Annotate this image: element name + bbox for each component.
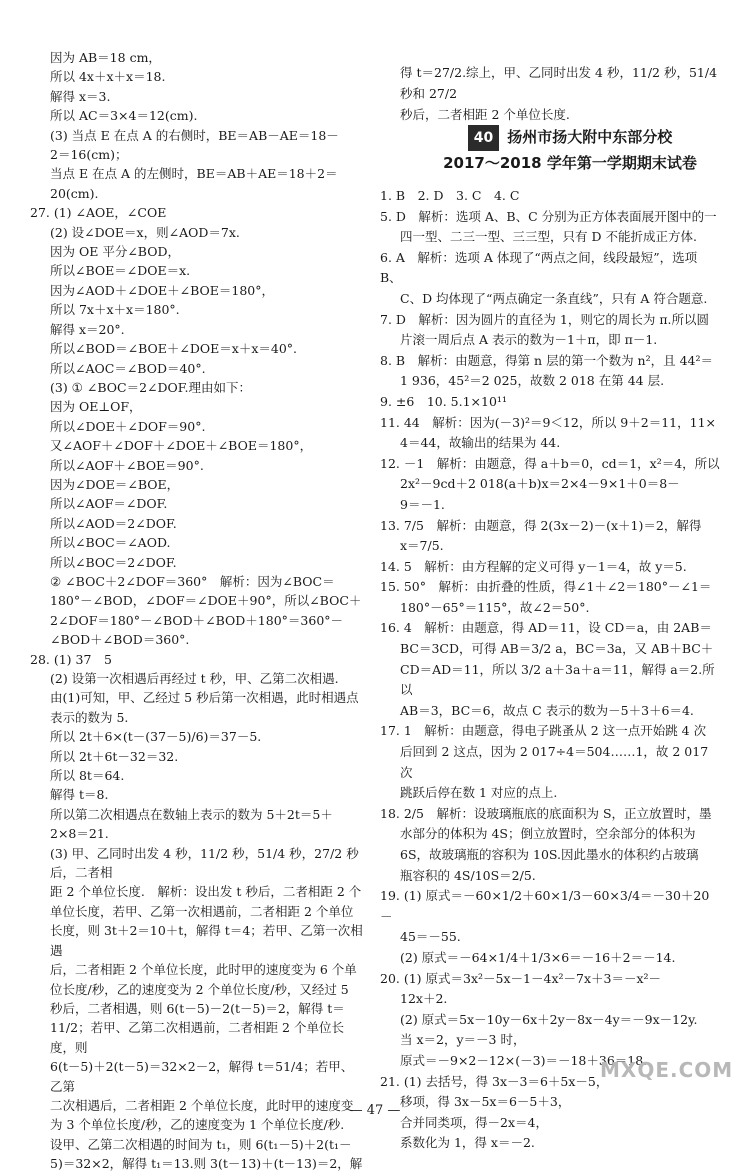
right-line: 7. D 解析：因为圆片的直径为 1，则它的周长为 π.所以圆	[380, 311, 710, 327]
left-line: ∠BOD＋∠BOD＝360°.	[50, 632, 190, 648]
left-line: 28. (1) 37 5	[30, 651, 112, 667]
right-line: (2) 原式＝－64×1/4＋1/3×6＝－16＋2＝－14.	[400, 949, 676, 965]
left-line: 5)＝32×2，解得 t₁＝13.则 3(t－13)＋(t－13)＝2，解	[50, 1156, 363, 1172]
exam-title: 2017～2018 学年第一学期期末试卷	[443, 154, 697, 172]
left-line: (2) 设∠DOE＝x，则∠AOD＝7x.	[50, 224, 240, 240]
right-line: 18. 2/5 解析：设玻璃瓶底的底面积为 S，正立放置时，墨	[380, 805, 712, 821]
right-line: 15. 50° 解析：由折叠的性质，得∠1＋∠2＝180°－∠1＝	[380, 579, 712, 595]
right-line: 当 x＝2，y＝－3 时，	[400, 1032, 526, 1048]
left-line: 所以 2t＋6t－32＝32.	[50, 748, 179, 764]
left-line: 11/2；若甲、乙第二次相遇前，二者相距 2 个单位长度，则	[50, 1020, 344, 1055]
right-line: 5. D 解析：选项 A、B、C 分别为正方体表面展开图中的一	[380, 208, 717, 224]
right-line: 45＝－55.	[400, 929, 461, 945]
left-line: 二次相遇后，二者相距 2 个单位长度，此时甲的速度变	[50, 1097, 354, 1113]
right-line: 系数化为 1，得 x＝－2.	[400, 1135, 535, 1151]
left-line: 因为∠AOD＋∠DOE＋∠BOE＝180°，	[50, 282, 275, 298]
right-line: 20. (1) 原式＝3x²－5x－1－4x²－7x＋3＝－x²－	[380, 970, 662, 986]
left-line: 解得 t＝8.	[50, 787, 109, 803]
left-line: 长度，则 3t＋2＝10＋t，解得 t＝4；若甲、乙第一次相遇	[50, 923, 363, 958]
left-line: 所以∠AOC＝∠BOD＝40°.	[50, 360, 206, 376]
right-line: 1. B 2. D 3. C 4. C	[380, 188, 520, 203]
left-line: 所以 7x＋x＋x＝180°.	[50, 302, 180, 318]
right-line: 瓶容积的 4S/10S＝2/5.	[400, 867, 536, 883]
section-badge: 40	[468, 125, 499, 151]
right-line: 片滚一周后点 A 表示的数为－1＋π，即 π－1.	[400, 332, 658, 348]
right-line: 12. －1 解析：由题意，得 a＋b＝0，cd＝1，x²＝4，所以	[380, 455, 720, 471]
right-line: 8. B 解析：由题意，得第 n 层的第一个数为 n²，且 44²＝	[380, 352, 714, 368]
left-line: 位长度/秒，乙的速度变为 2 个单位长度/秒，又经过 5	[50, 981, 349, 997]
left-line: 2＝16(cm)；	[50, 147, 128, 163]
left-line: 180°－∠BOD，∠DOF＝∠DOE＋90°，所以∠BOC＋	[50, 593, 362, 609]
right-line: 4＝44，故输出的结果为 44.	[400, 435, 561, 451]
right-line: 6. A 解析：选项 A 体现了“两点之间，线段最短”，选项 B、	[380, 249, 702, 286]
left-line: (3) 甲、乙同时出发 4 秒，11/2 秒，51/4 秒，27/2 秒后，二者相	[50, 845, 359, 881]
left-line: 又∠AOF＋∠DOF＋∠DOE＋∠BOE＝180°，	[50, 438, 313, 454]
right-line: C、D 均体现了“两点确定一条直线”，只有 A 符合题意.	[400, 290, 708, 306]
left-line: 所以∠DOE＋∠DOF＝90°.	[50, 418, 206, 434]
right-line: 后回到 2 这点，因为 2 017÷4＝504……1，故 2 017 次	[400, 744, 713, 780]
right-column	[380, 186, 720, 1154]
right-line: 1 936，45²＝2 025，故数 2 018 在第 44 层.	[400, 373, 665, 389]
right-line: 16. 4 解析：由题意，得 AD＝11，设 CD＝a，由 2AB＝	[380, 620, 712, 636]
left-column	[30, 48, 365, 1174]
left-line: 所以∠BOD＝∠BOE＋∠DOE＝x＋x＝40°.	[50, 341, 298, 357]
exam-banner	[420, 125, 720, 175]
left-line: 所以∠BOC＝2∠DOF.	[50, 554, 177, 570]
left-line: 所以 AC＝3×4＝12(cm).	[50, 108, 198, 124]
left-line: 2∠DOF＝180°－∠BOD＋∠BOD＋180°＝360°－	[50, 612, 344, 628]
right-line: 6S，故玻璃瓶的容积为 10S.因此墨水的体积约占玻璃	[400, 847, 699, 862]
right-line: 原式＝－9×2－12×(－3)＝－18＋36＝18.	[400, 1052, 648, 1068]
left-line: 所以第二次相遇点在数轴上表示的数为 5＋2t＝5＋	[50, 806, 333, 822]
left-line: 秒后，二者相遇，则 6(t－5)－2(t－5)＝2，解得 t＝	[50, 1000, 345, 1016]
left-line: 表示的数为 5.	[50, 709, 129, 725]
left-line: 后，二者相距 2 个单位长度，此时甲的速度变为 6 个单	[50, 962, 357, 978]
right-line: AB＝3，BC＝6，故点 C 表示的数为－5＋3＋6＝4.	[400, 702, 694, 718]
left-line: 因为 AB＝18 cm，	[50, 50, 161, 65]
right_top-line: 得 t＝27/2.综上，甲、乙同时出发 4 秒，11/2 秒，51/4 秒和 27/2	[400, 65, 722, 101]
left-line: 所以 2t＋6×(t－(37－5)/6)＝37－5.	[50, 729, 262, 745]
right-line: 水部分的体积为 4S；倒立放置时，空余部分的体积为	[400, 826, 696, 842]
left-line: (3) 当点 E 在点 A 的右侧时，BE＝AB－AE＝18－	[50, 127, 339, 143]
left-line: 因为 OE⊥OF，	[50, 399, 142, 415]
left-line: 所以∠AOD＝2∠DOF.	[50, 515, 177, 531]
right-line: 2x²－9cd＋2 018(a＋b)x＝2×4－9×1＋0＝8－	[400, 476, 680, 492]
right-line: 9. ±6 10. 5.1×10¹¹	[380, 393, 507, 409]
left-line: 所以∠BOC＝∠AOD.	[50, 535, 171, 551]
right-line: 17. 1 解析：由题意，得电子跳蚤从 2 这一点开始跳 4 次	[380, 723, 707, 739]
school-title: 40 扬州市扬大附中东部分校	[420, 125, 720, 151]
left-line: 解得 x＝20°.	[50, 321, 125, 337]
left-line: 所以 4x＋x＋x＝18.	[50, 69, 166, 85]
right-line: 合并同类项，得－2x＝4，	[400, 1114, 548, 1130]
left-line: (2) 设第一次相遇后再经过 t 秒，甲、乙第二次相遇.	[50, 671, 339, 686]
left-line: 解得 x＝3.	[50, 88, 111, 104]
right-line: 跳跃后停在数 1 对应的点上.	[400, 785, 558, 801]
left-line: 为 3 个单位长度/秒，乙的速度变为 1 个单位长度/秒.	[50, 1117, 345, 1133]
page-number: — 47 —	[349, 1103, 401, 1118]
right-line: 21. (1) 去括号，得 3x－3＝6＋5x－5，	[380, 1073, 609, 1089]
left-line: 单位长度，若甲、乙第一次相遇前，二者相距 2 个单位	[50, 903, 354, 919]
left-line: 由(1)可知，甲、乙经过 5 秒后第一次相遇，此时相遇点	[50, 690, 359, 706]
right_top-line: 秒后，二者相距 2 个单位长度.	[400, 107, 570, 122]
left-line: 6(t－5)＋2(t－5)＝32×2－2，解得 t＝51/4；若甲、乙第	[50, 1059, 354, 1094]
right-line: 11. 44 解析：因为(－3)²＝9＜12，所以 9＋2＝11，11×	[380, 414, 716, 430]
left-line: 设甲、乙第二次相遇的时间为 t₁，则 6(t₁－5)＋2(t₁－	[50, 1136, 352, 1152]
left-line: 所以∠AOF＋∠BOE＝90°.	[50, 457, 204, 473]
right-line: 13. 7/5 解析：由题意，得 2(3x－2)－(x＋1)＝2，解得	[380, 517, 702, 533]
left-line: 当点 E 在点 A 的左侧时，BE＝AB＋AE＝18＋2＝	[50, 166, 338, 182]
right-line: 14. 5 解析：由方程解的定义可得 y－1＝4，故 y＝5.	[380, 558, 687, 574]
left-line: 27. (1) ∠AOE，∠COE	[30, 205, 167, 221]
right-line: x＝7/5.	[400, 538, 444, 554]
right-line: BC＝3CD，可得 AB＝3/2 a，BC＝3a，又 AB＋BC＋	[400, 641, 714, 657]
right-line: 四一型、二三一型、三三型，只有 D 不能折成正方体.	[400, 229, 697, 245]
left-line: ② ∠BOC＋2∠DOF＝360° 解析：因为∠BOC＝	[50, 573, 335, 589]
right-column-top	[380, 62, 720, 125]
left-line: (3) ① ∠BOC＝2∠DOF.理由如下：	[50, 379, 251, 395]
left-line: 距 2 个单位长度. 解析：设出发 t 秒后，二者相距 2 个	[50, 884, 362, 900]
left-line: 所以∠BOE＝∠DOE＝x.	[50, 263, 191, 279]
watermark-logo: MXQE.COM	[600, 1058, 734, 1082]
left-line: 所以∠AOF＝∠DOF.	[50, 496, 168, 512]
left-line: 所以 8t＝64.	[50, 768, 125, 784]
right-line: 9＝－1.	[400, 496, 445, 512]
right-line: 180°－65°＝115°，故∠2＝50°.	[400, 599, 590, 615]
right-line: (2) 原式＝5x－10y－6x＋2y－8x－4y＝－9x－12y.	[400, 1011, 698, 1027]
right-line: 移项，得 3x－5x＝6－5＋3，	[400, 1094, 571, 1110]
left-line: 因为 OE 平分∠BOD，	[50, 244, 180, 260]
right-line: 19. (1) 原式＝－60×1/2＋60×1/3－60×3/4＝－30＋20－	[380, 888, 710, 924]
right-line: 12x＋2.	[400, 991, 448, 1007]
left-line: 2×8＝21.	[50, 826, 109, 842]
right-line: CD＝AD＝11，所以 3/2 a＋3a＋a＝11，解得 a＝2.所以	[400, 661, 715, 698]
left-line: 因为∠DOE＝∠BOE，	[50, 476, 180, 492]
left-line: 20(cm).	[50, 185, 99, 201]
